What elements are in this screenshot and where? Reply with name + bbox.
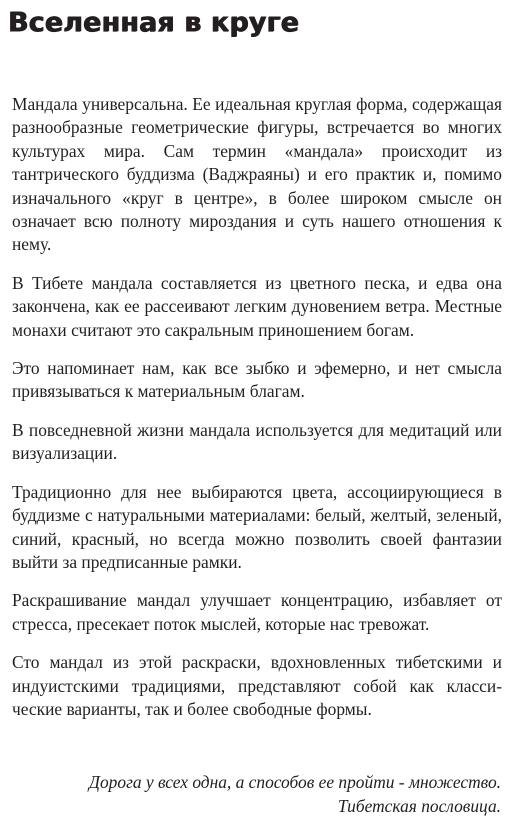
paragraph-3: Это напоминает нам, как все зыбко и эфемерно, и нет смысла привязываться к материальным благам. <box>12 358 502 402</box>
paragraph-2: В Тибете мандала составляется из цветного песка, и едва она закончена, как ее рассеивают легким дуновением ветра. Местные монахи считают это сакральным приношением богам. <box>12 272 502 340</box>
paragraph-7: Сто мандал из этой раскраски, вдохновленных тибетскими и индуистскими традициями, представляют собой как классические варианты, так и более свободные формы. <box>12 652 502 719</box>
paragraph-4: В повседневной жизни мандала используется для медитаций или визуализации. <box>12 419 502 464</box>
page-title: Вселенная в круге <box>8 7 300 38</box>
epigraph-quote <box>11 771 501 818</box>
body-text <box>12 93 502 736</box>
paragraph-6: Раскрашивание мандал улучшает концентрацию, избавляет от стресса, пресекает поток мыслей, которые нас тревожат. <box>12 590 502 634</box>
quote-source: Тибетская пословица. <box>337 795 501 816</box>
paragraph-5: Традиционно для нее выбираются цвета, ассоциирующиеся в буддизме с натуральными материалами: белый, желтый, зеленый, синий, красный, но всегда можно позволить своей фантазии выйти за предписанные рамки. <box>12 481 502 572</box>
paragraph-1: Мандала универсальна. Ее идеальная круглая форма, содержащая разнообразные геометрические фигуры, встречается во многих культурах мира. Сам термин «мандала» происходит из тантрического буддизма (Ваджраяны) и его практик и, помимо изначального «круг в центре», в более широком смысле он означает всю полноту мироздания и суть нашего отношения к нему. <box>12 94 502 255</box>
quote-text: Дорога у всех одна, а способов ее пройти - множество. <box>88 772 501 792</box>
